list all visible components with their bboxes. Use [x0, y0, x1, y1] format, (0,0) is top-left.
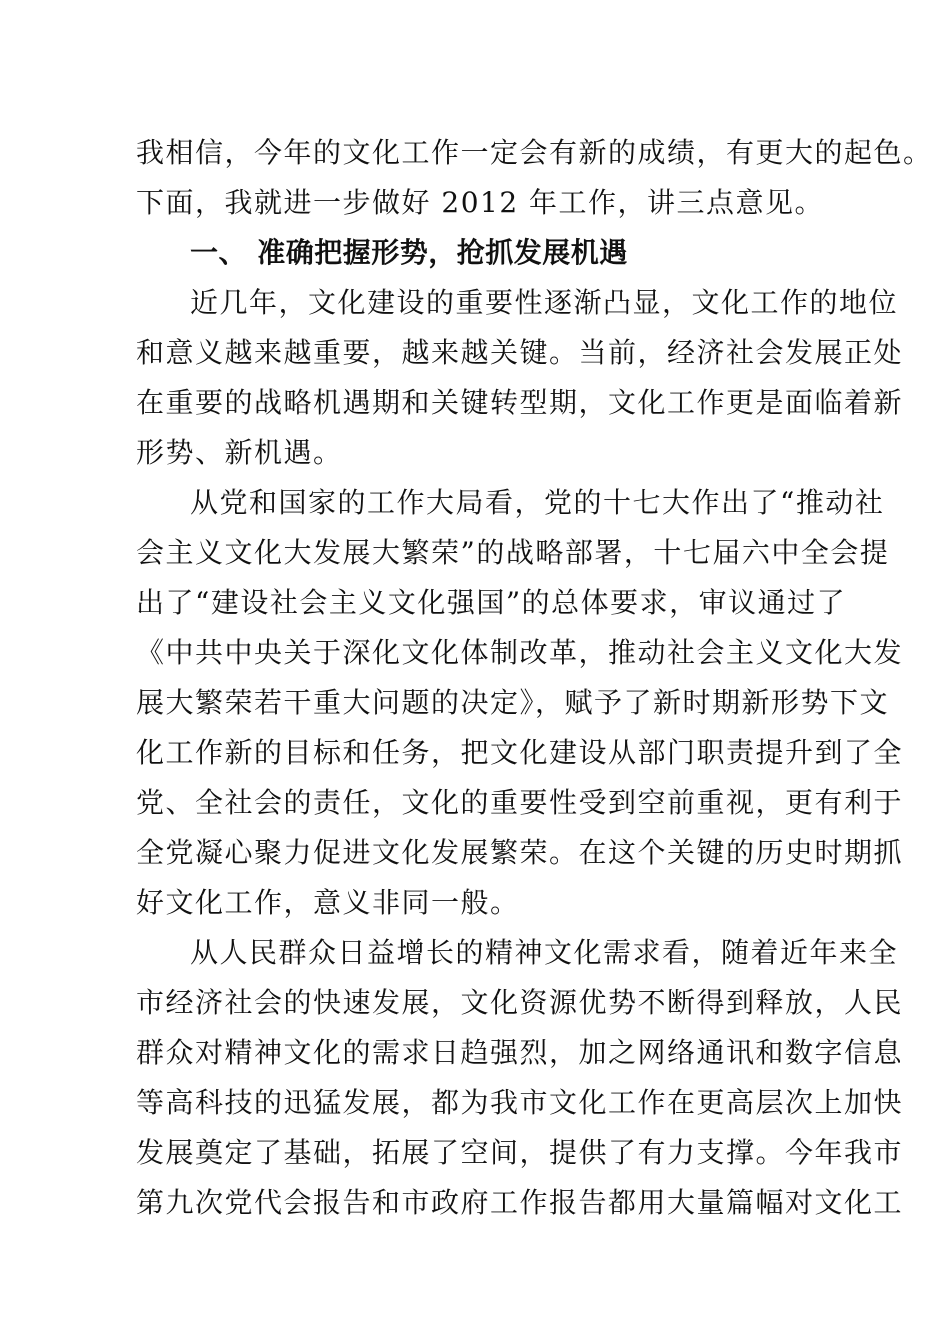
text-line: 近几年，文化建设的重要性逐渐凸显，文化工作的地位	[190, 286, 899, 319]
text-line: 会主义文化大发展大繁荣”的战略部署，十七届六中全会提	[136, 536, 890, 569]
text-line: 化工作新的目标和任务，把文化建设从部门职责提升到了全	[136, 736, 904, 769]
intro-paragraph	[136, 128, 933, 228]
text-line: 形势、新机遇。	[136, 436, 343, 469]
text-line: 我相信，今年的文化工作一定会有新的成绩，有更大的起色。	[136, 136, 933, 169]
text-line: 等高科技的迅猛发展，都为我市文化工作在更高层次上加快	[136, 1086, 904, 1119]
text-line: 在重要的战略机遇期和关键转型期，文化工作更是面临着新	[136, 386, 904, 419]
text-line: 发展奠定了基础，拓展了空间，提供了有力支撑。今年我市	[136, 1136, 904, 1169]
paragraph-3	[136, 928, 904, 1228]
text-line: 《中共中央关于深化文化体制改革，推动社会主义文化大发	[136, 636, 904, 669]
text-line: 党、全社会的责任，文化的重要性受到空前重视，更有利于	[136, 786, 904, 819]
document-body	[136, 128, 933, 1228]
paragraph-2	[136, 478, 904, 928]
text-line: 第九次党代会报告和市政府工作报告都用大量篇幅对文化工	[136, 1186, 904, 1219]
section-heading: 一、 准确把握形势，抢抓发展机遇	[190, 236, 628, 269]
paragraph-1	[136, 278, 904, 478]
text-line: 出了“建设社会主义文化强国”的总体要求，审议通过了	[136, 586, 847, 619]
text-line: 和意义越来越重要，越来越关键。当前，经济社会发展正处	[136, 336, 904, 369]
text-line: 群众对精神文化的需求日趋强烈，加之网络通讯和数字信息	[136, 1036, 904, 1069]
text-line: 从党和国家的工作大局看，党的十七大作出了“推动社	[190, 486, 885, 519]
text-line: 展大繁荣若干重大问题的决定》，赋予了新时期新形势下文	[136, 686, 890, 719]
text-line: 全党凝心聚力促进文化发展繁荣。在这个关键的历史时期抓	[136, 836, 904, 869]
text-line: 好文化工作，意义非同一般。	[136, 886, 520, 919]
text-line: 从人民群众日益增长的精神文化需求看，随着近年来全	[190, 936, 899, 969]
text-line: 下面，我就进一步做好 2012 年工作，讲三点意见。	[136, 186, 825, 219]
text-line: 市经济社会的快速发展，文化资源优势不断得到释放，人民	[136, 986, 904, 1019]
